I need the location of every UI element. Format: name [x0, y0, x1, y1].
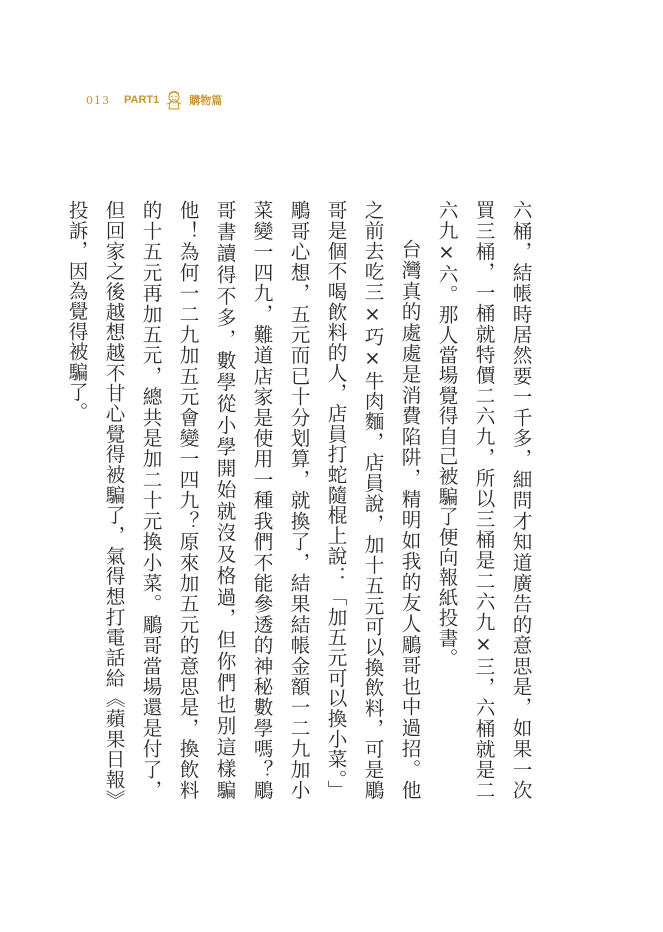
- page-number: 013: [86, 93, 110, 107]
- paragraph-continuation: 六桶，結帳時居然要一千多，細問才知道廣告的意思是，如果一次買三桶，一桶就特價二六九，所以三桶是二六九×三，六桶就是二六九×六。那人當場覺得自己被騙了便向報紙投書。: [435, 200, 532, 800]
- running-header: [86, 90, 222, 110]
- part-label: PART1: [124, 94, 160, 106]
- cartoon-character-icon: [165, 90, 183, 110]
- section-title: 購物篇: [189, 94, 223, 107]
- paragraph-main: 台灣真的處處是消費陷阱，精明如我的友人鵰哥也中過招。他之前去吃三×巧×牛肉麵，店員說，加十五元可以換飲料，可是鵰哥是個不喝飲料的人，店員打蛇隨棍上說：「加五元可以換小菜。」鵰哥心想，五元而已十分划算，就換了，結果結帳金額一二九加小菜變一四九，難道店家是使用一種我們不能參透的神秘數學嗎？鵰哥書讀得不多，數學從小學開始就沒及格過，但你們也別這樣騙他！為何一二九加五元會變一四九？原來加五元的意思是，換飲料的十五元再加五元，總共是加二十元換小菜。鵰哥當場還是付了，但回家之後越想越不甘心覺得被騙了，氣得想打電話給《蘋果日報》投訴，因為覺得被騙了。: [65, 200, 421, 800]
- vertical-body-text: [58, 200, 539, 800]
